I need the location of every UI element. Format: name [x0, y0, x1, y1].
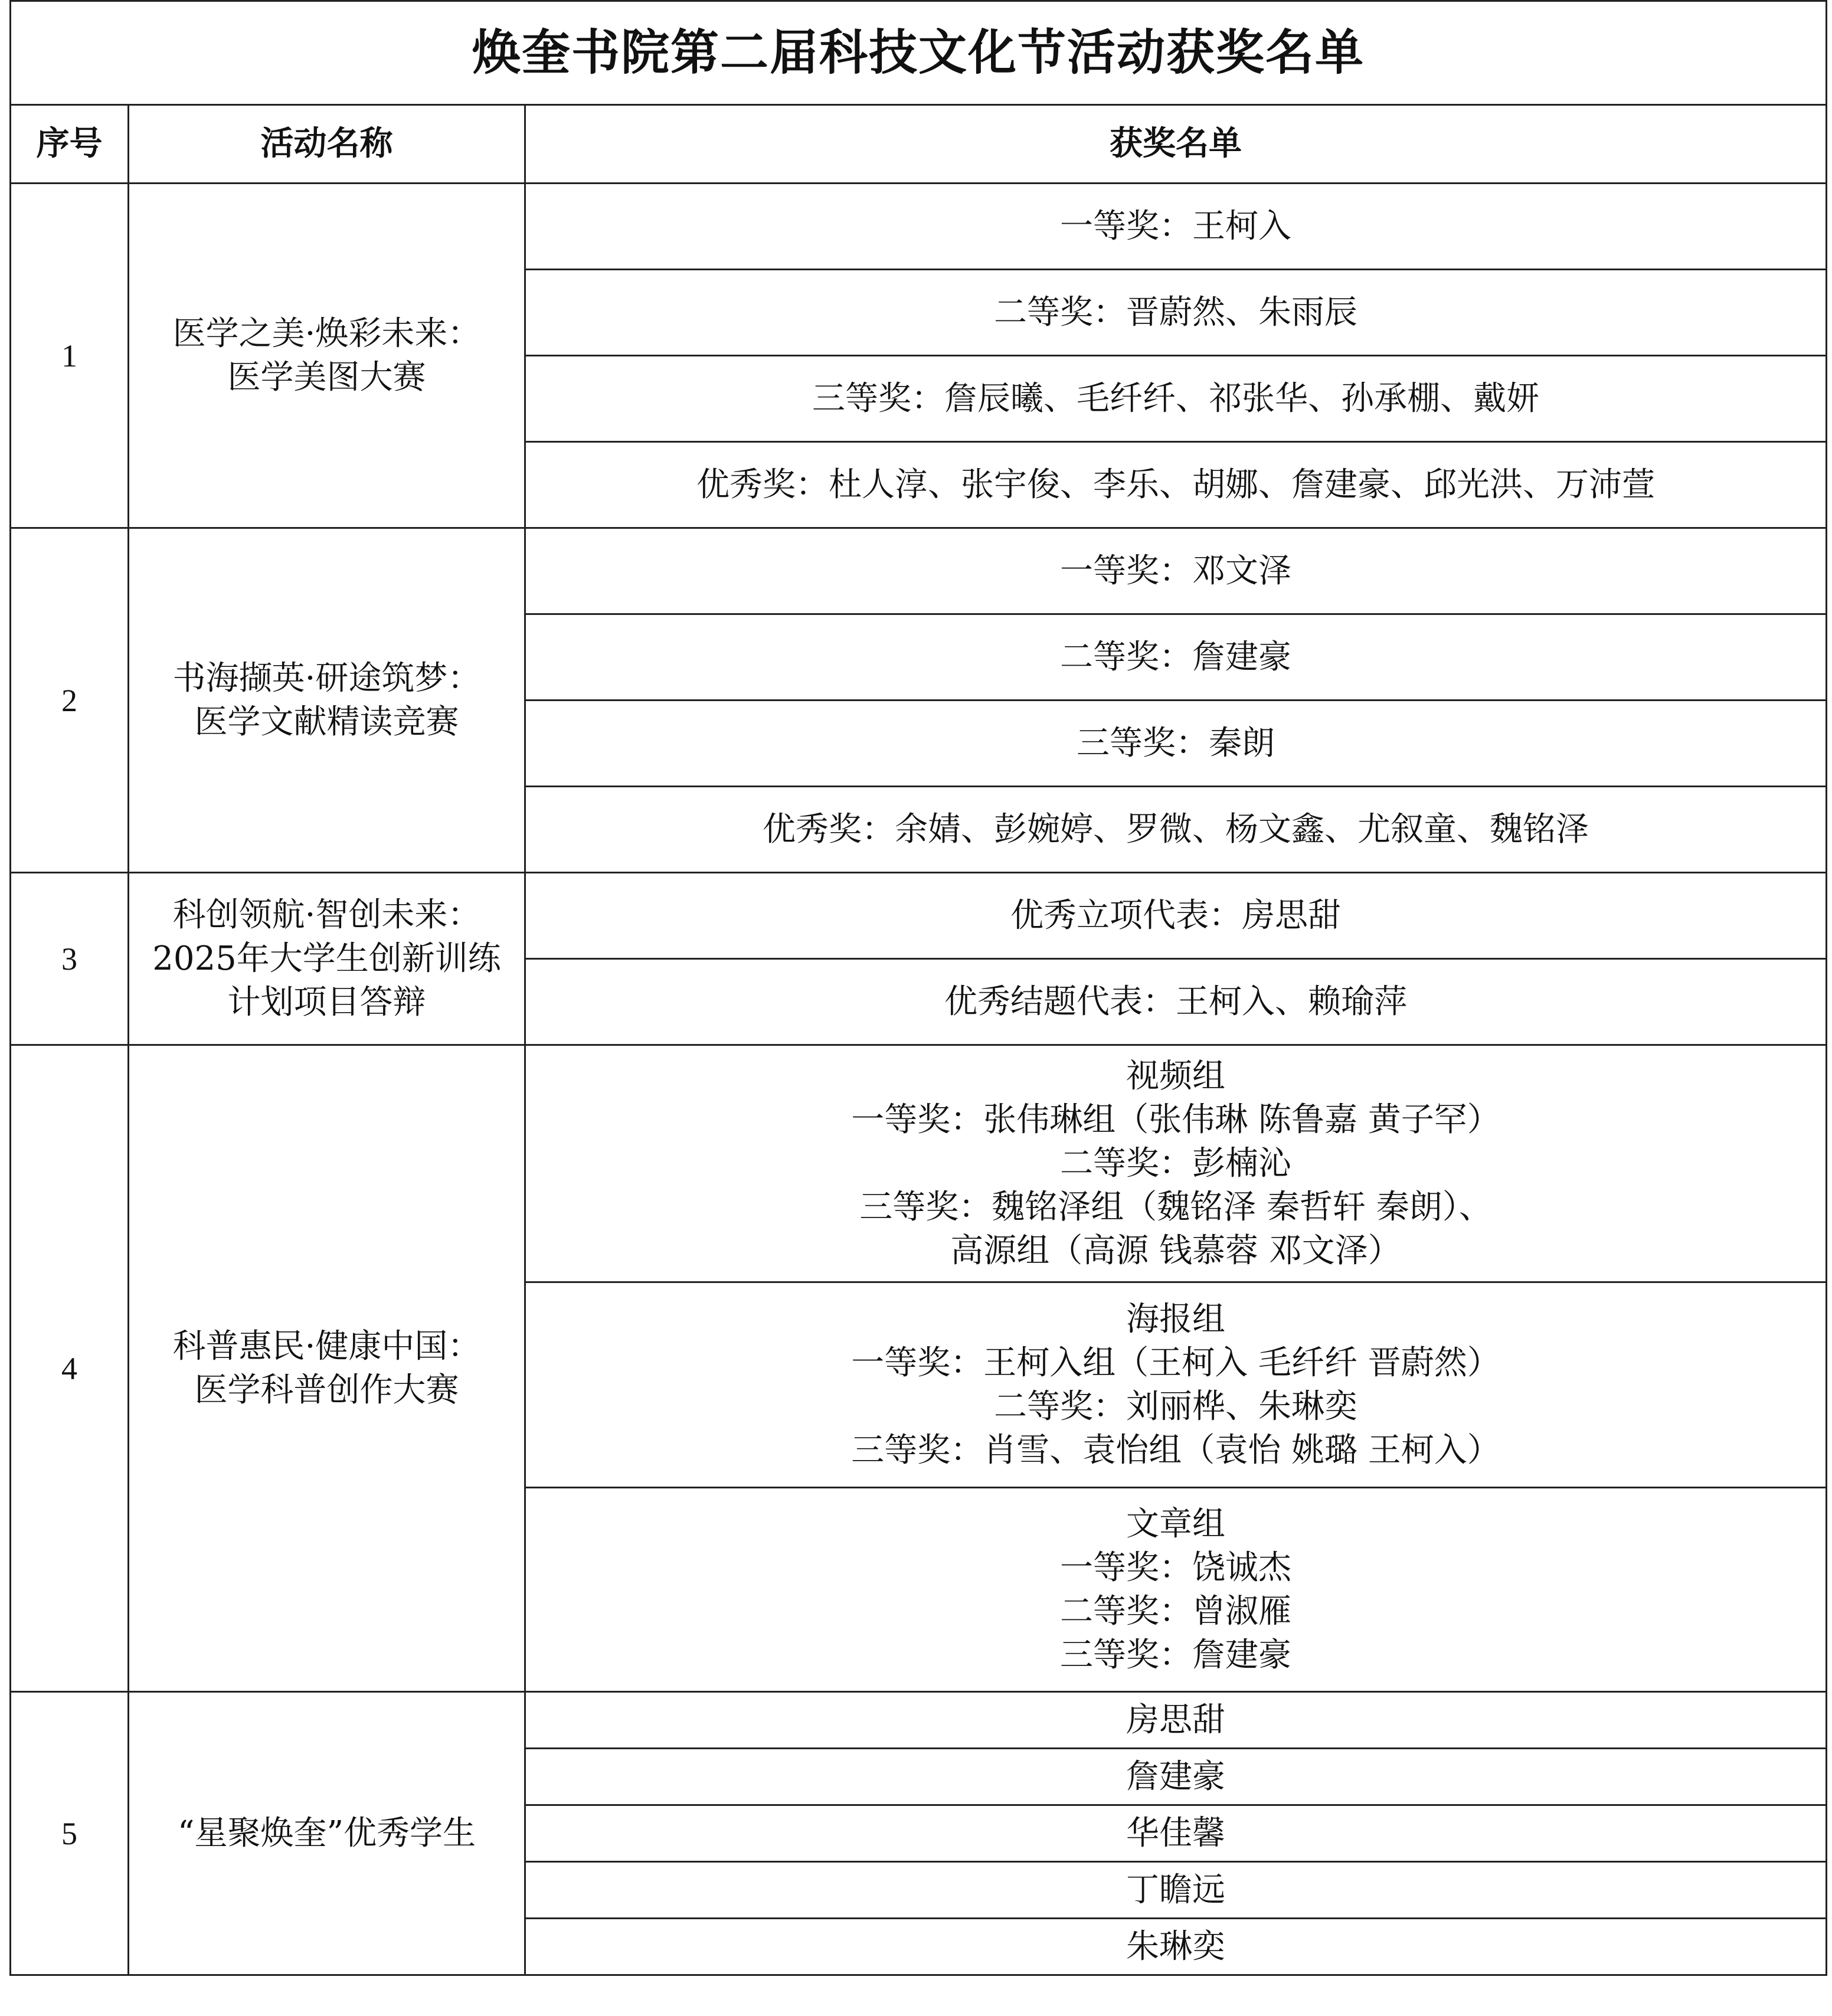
award-cell: 三等奖：詹辰曦、毛纤纤、祁张华、孙承棚、戴妍	[525, 356, 1827, 442]
row-index: 2	[11, 528, 129, 873]
award-group-video	[525, 1045, 1827, 1282]
award-line: 二等奖：曾淑雁	[1060, 1592, 1291, 1631]
award-cell: 二等奖：詹建豪	[525, 614, 1827, 701]
activity-name	[129, 1045, 525, 1692]
award-line: 一等奖：张伟琳组（张伟琳 陈鲁嘉 黄子罕）	[851, 1100, 1500, 1139]
activity-name-line: “星聚焕奎”优秀学生	[177, 1814, 476, 1853]
activity-name	[129, 873, 525, 1045]
award-list-sheet	[9, 0, 1826, 1976]
group-title: 视频组	[1126, 1056, 1225, 1095]
row-index: 1	[11, 184, 129, 528]
award-cell: 优秀结题代表：王柯入、赖瑜萍	[525, 959, 1827, 1045]
activity-name-line: 科普惠民·健康中国：	[172, 1327, 481, 1366]
title-row	[11, 1, 1827, 105]
activity-name-line: 计划项目答辩	[227, 983, 426, 1022]
activity-name	[129, 1692, 525, 1975]
group-title: 文章组	[1126, 1504, 1225, 1543]
award-table	[9, 0, 1827, 1976]
activity-name-line: 医学之美·焕彩未来：	[172, 314, 481, 353]
student-cell: 詹建豪	[525, 1749, 1827, 1805]
header-awards: 获奖名单	[525, 105, 1827, 184]
activity-name-line: 医学文献精读竞赛	[194, 702, 459, 741]
award-cell: 优秀立项代表：房思甜	[525, 873, 1827, 959]
activity-name-line: 书海撷英·研途筑梦：	[172, 659, 481, 698]
row-index: 3	[11, 873, 129, 1045]
award-line: 二等奖：刘丽桦、朱琳奕	[994, 1387, 1357, 1426]
table-row	[11, 1692, 1827, 1749]
award-line: 高源组（高源 钱慕蓉 邓文泽）	[950, 1231, 1401, 1270]
table-row	[11, 873, 1827, 959]
page-title: 焕奎书院第二届科技文化节活动获奖名单	[11, 1, 1827, 105]
award-cell: 一等奖：王柯入	[525, 184, 1827, 270]
row-index: 5	[11, 1692, 129, 1975]
award-cell: 二等奖：晋蔚然、朱雨辰	[525, 270, 1827, 356]
group-title: 海报组	[1126, 1300, 1225, 1338]
student-cell: 丁瞻远	[525, 1862, 1827, 1919]
award-line: 三等奖：肖雪、袁怡组（袁怡 姚璐 王柯入）	[851, 1431, 1500, 1470]
table-row	[11, 184, 1827, 270]
activity-name	[129, 528, 525, 873]
activity-name-line: 医学美图大赛	[227, 358, 426, 397]
award-cell: 一等奖：邓文泽	[525, 528, 1827, 614]
award-group-article	[525, 1488, 1827, 1692]
award-line: 二等奖：彭楠沁	[1060, 1144, 1291, 1183]
header-row	[11, 105, 1827, 184]
award-group-poster	[525, 1282, 1827, 1488]
student-cell: 房思甜	[525, 1692, 1827, 1749]
student-cell: 华佳馨	[525, 1805, 1827, 1862]
award-line: 三等奖：魏铭泽组（魏铭泽 秦哲轩 秦朗）、	[859, 1187, 1492, 1226]
student-cell: 朱琳奕	[525, 1919, 1827, 1975]
activity-name-line: 医学科普创作大赛	[194, 1370, 459, 1409]
award-cell: 优秀奖：余婧、彭婉婷、罗微、杨文鑫、尤叙童、魏铭泽	[525, 787, 1827, 873]
table-row	[11, 1045, 1827, 1282]
award-line: 一等奖：饶诚杰	[1060, 1548, 1291, 1587]
table-row	[11, 528, 1827, 614]
activity-name-line: 科创领航·智创未来：	[172, 895, 481, 934]
row-index: 4	[11, 1045, 129, 1692]
activity-name	[129, 184, 525, 528]
award-cell: 三等奖：秦朗	[525, 701, 1827, 787]
header-index: 序号	[11, 105, 129, 184]
header-activity: 活动名称	[129, 105, 525, 184]
award-line: 三等奖：詹建豪	[1060, 1635, 1291, 1674]
award-cell: 优秀奖：杜人淳、张宇俊、李乐、胡娜、詹建豪、邱光洪、万沛萱	[525, 442, 1827, 528]
activity-name-line: 2025年大学生创新训练	[152, 939, 501, 978]
award-line: 一等奖：王柯入组（王柯入 毛纤纤 晋蔚然）	[851, 1343, 1500, 1382]
